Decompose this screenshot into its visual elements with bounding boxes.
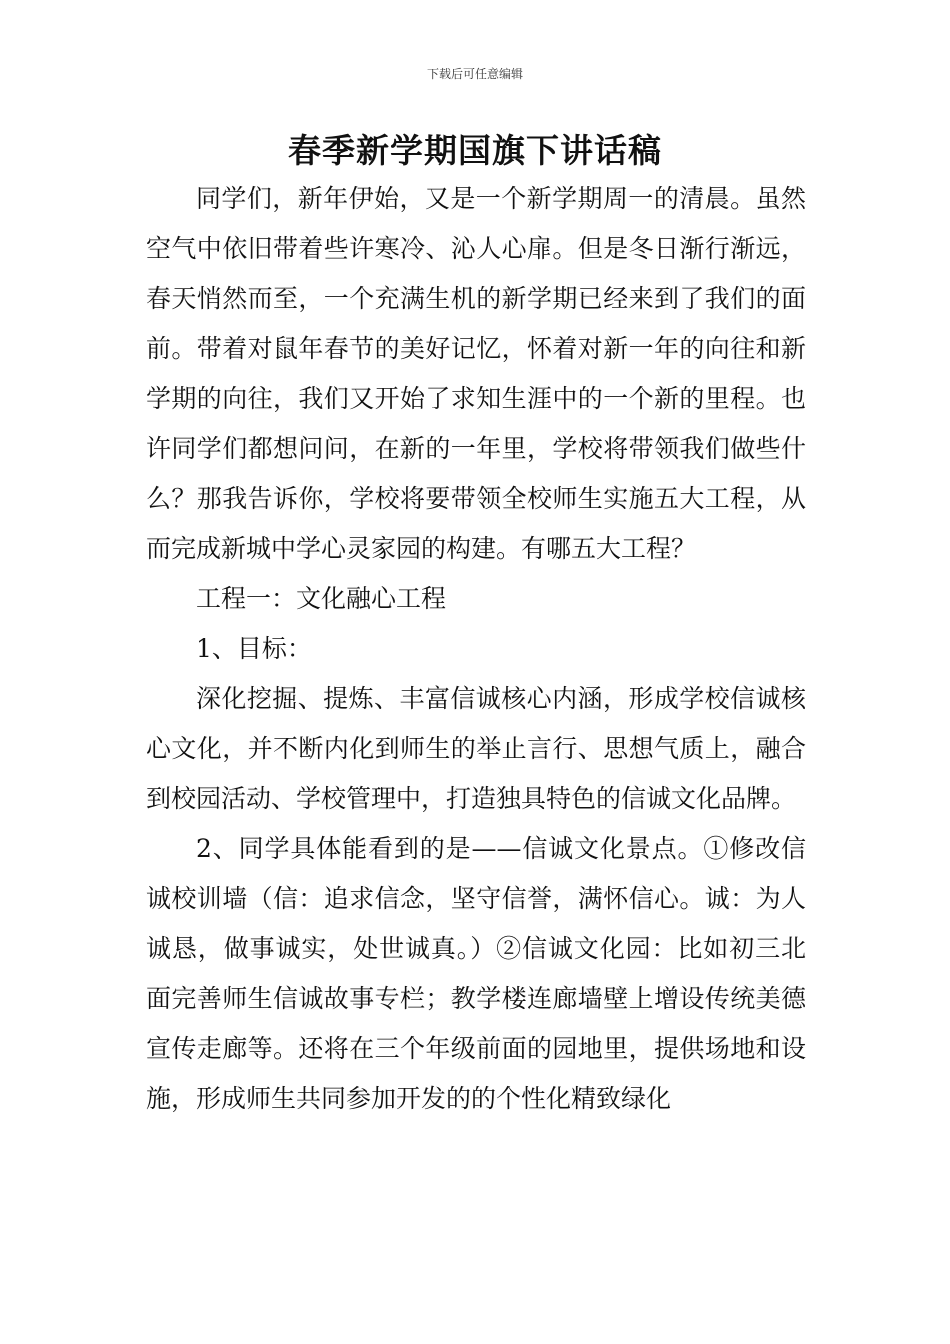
paragraph-intro: 同学们，新年伊始，又是一个新学期周一的清晨。虽然空气中依旧带着些许寒冷、沁人心扉。但是冬日渐行渐远，春天悄然而至，一个充满生机的新学期已经来到了我们的面前。带着对鼠年春节的美好记忆，怀着对新一年的向往和新学期的向往，我们又开始了求知生涯中的一个新的里程。也许同学们都想问问，在新的一年里，学校将带领我们做些什么？那我告诉你，学校将要带领全校师生实施五大工程，从而完成新城中学心灵家园的构建。有哪五大工程？ xyxy=(146,184,806,563)
document-body xyxy=(146,174,806,1124)
paragraph-project-one-heading: 工程一：文化融心工程 xyxy=(196,584,447,613)
header-note: 下载后可任意编辑 xyxy=(426,67,523,81)
document-title: 春季新学期国旗下讲话稿 xyxy=(288,131,662,170)
paragraph-goal-content: 深化挖掘、提炼、丰富信诚核心内涵，形成学校信诚核心文化，并不断内化到师生的举止言行、思想气质上，融合到校园活动、学校管理中，打造独具特色的信诚文化品牌。 xyxy=(146,684,806,813)
paragraph-goal-heading: 1、目标： xyxy=(196,634,312,663)
paragraph-visible-items: 2、同学具体能看到的是——信诚文化景点。①修改信诚校训墙（信：追求信念，坚守信誉，满怀信心。诚：为人诚恳，做事诚实，处世诚真。）②信诚文化园：比如初三北面完善师生信诚故事专栏；教学楼连廊墙壁上增设传统美德宣传走廊等。还将在三个年级前面的园地里，提供场地和设施，形成师生共同参加开发的的个性化精致绿化 xyxy=(146,834,806,1113)
